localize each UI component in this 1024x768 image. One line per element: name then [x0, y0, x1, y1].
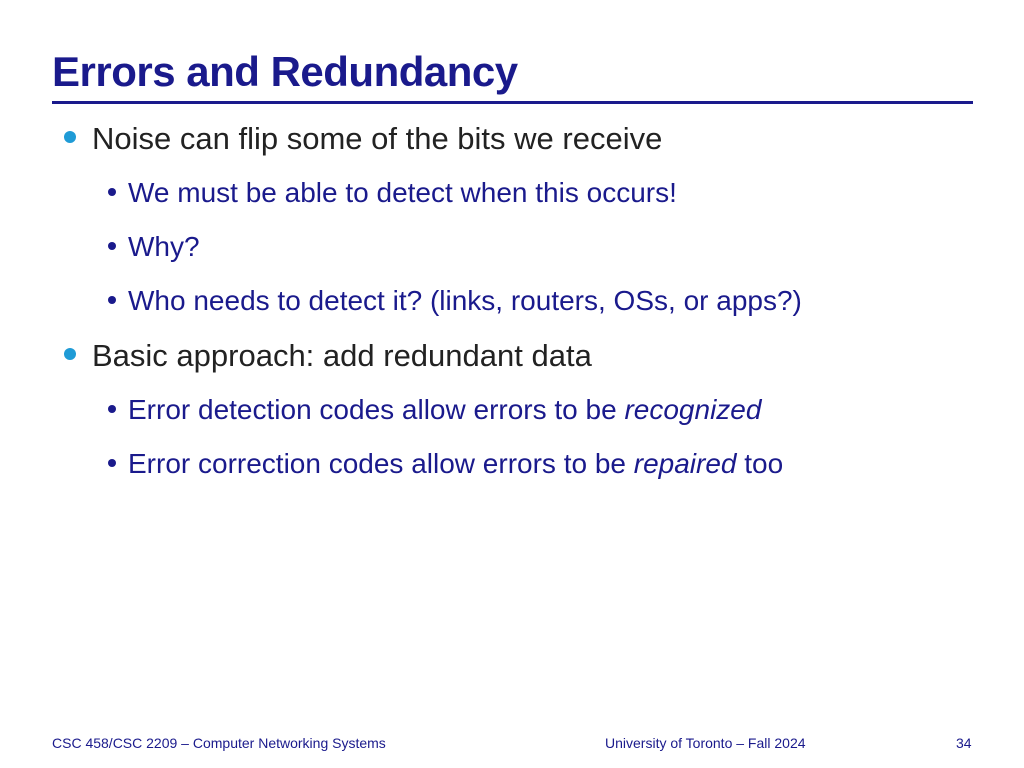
page-number: 34: [956, 735, 972, 751]
bullet-2-text: Basic approach: add redundant data: [92, 338, 592, 373]
emphasis-recognized: recognized: [624, 394, 762, 425]
bullet-2: [64, 338, 592, 374]
bullet-2-sub-2-text: Error correction codes allow errors to be repaired too: [128, 448, 784, 479]
bullet-1-sub-2-text: Why?: [128, 231, 200, 262]
sub-bullet-dot-icon: [108, 188, 116, 196]
bullet-1-text: Noise can flip some of the bits we receive: [92, 121, 663, 156]
title-underline: [52, 101, 973, 104]
slide-title: Errors and Redundancy: [52, 48, 518, 95]
emphasis-repaired: repaired: [633, 448, 737, 479]
bullet-1-sub-1: [108, 177, 677, 209]
bullet-dot-icon: [64, 348, 76, 360]
sub-bullet-dot-icon: [108, 459, 116, 467]
bullet-2-sub-1: [108, 394, 761, 426]
bullet-2-sub-1-text: Error detection codes allow errors to be recognized: [128, 394, 762, 425]
sub-bullet-dot-icon: [108, 405, 116, 413]
sub-bullet-dot-icon: [108, 242, 116, 250]
bullet-1-sub-2: [108, 231, 200, 263]
sub-bullet-dot-icon: [108, 296, 116, 304]
bullet-2-sub-2: [108, 448, 783, 480]
bullet-1-sub-1-text: We must be able to detect when this occurs!: [128, 177, 677, 208]
bullet-1: [64, 121, 662, 157]
bullet-1-sub-3-text: Who needs to detect it? (links, routers, OSs, or apps?): [128, 285, 802, 316]
bullet-dot-icon: [64, 131, 76, 143]
bullet-1-sub-3: [108, 285, 802, 317]
footer-course: CSC 458/CSC 2209 – Computer Networking Systems: [52, 735, 386, 751]
footer-institution: University of Toronto – Fall 2024: [605, 735, 806, 751]
